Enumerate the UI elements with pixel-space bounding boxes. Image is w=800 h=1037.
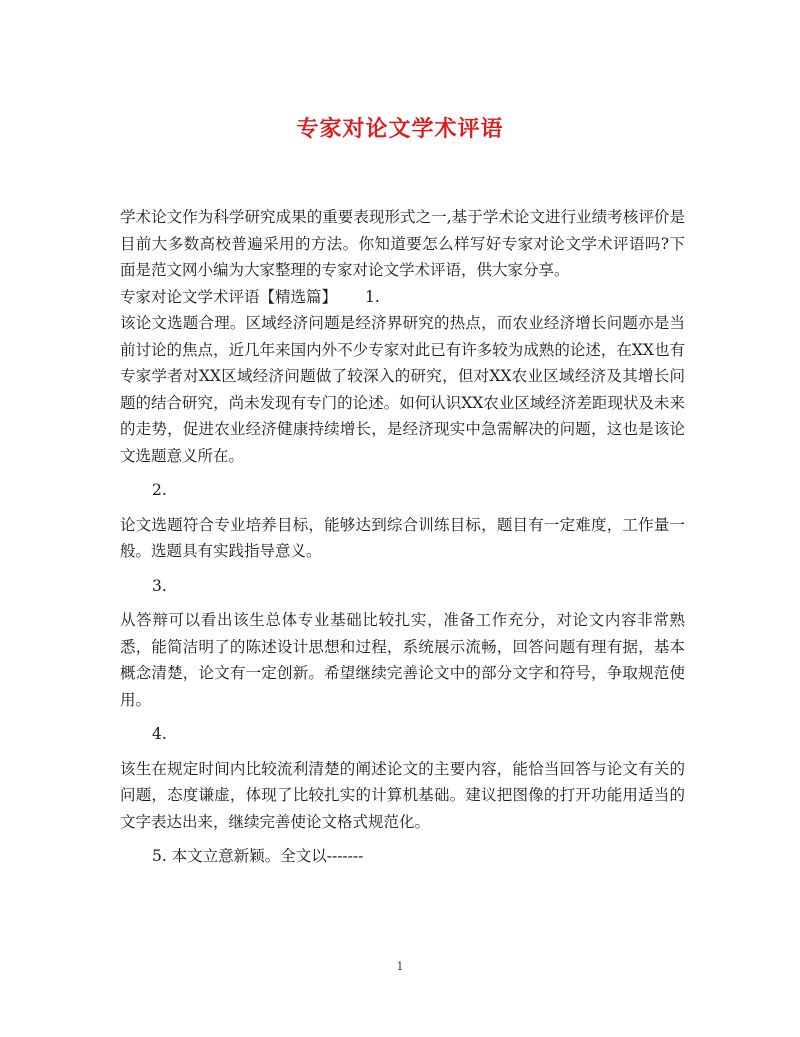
page-number: 1 bbox=[396, 960, 404, 973]
intro-paragraph: 学术论文作为科学研究成果的重要表现形式之一,基于学术论文进行业绩考核评价是目前大多数高校普遍采用的方法。你知道要怎么样写好专家对论文学术评语吗?下面是范文网小编为大家整理的专家对论文学术评语，供大家分享。 bbox=[120, 208, 685, 279]
item-1-text: 该论文选题合理。区域经济问题是经济界研究的热点，而农业经济增长问题亦是当前讨论的焦点，近几年来国内外不少专家对此已有许多较为成熟的论述，在XX也有专家学者对XX区域经济问题做了较深入的研究，但对XX农业区域经济及其增长问题的结合研究，尚未发现有专门的论述。如何认识XX农业区域经济差距现状及未来的走势，促进农业经济健康持续增长，是经济现实中急需解决的问题，这也是该论文选题意义所在。 bbox=[120, 314, 685, 465]
item-5-line: 5. 本文立意新颖。全文以------- bbox=[152, 847, 364, 865]
spacer bbox=[120, 713, 685, 721]
spacer bbox=[120, 599, 685, 607]
section-heading: 专家对论文学术评语【精选篇】 bbox=[120, 287, 338, 306]
spacer bbox=[120, 565, 685, 573]
item-3-text: 从答辩可以看出该生总体专业基础比较扎实，准备工作充分，对论文内容非常熟悉，能简洁明了的陈述设计思想和过程，系统展示流畅，回答问题有理有据，基本概念清楚，论文有一定创新。希望继续完善论文中的部分文字和符号，争取规范使用。 bbox=[120, 611, 685, 709]
item-number-2: 2. bbox=[152, 481, 167, 499]
item-number-4: 4. bbox=[152, 725, 167, 743]
section-heading-line bbox=[120, 284, 685, 311]
spacer bbox=[120, 469, 685, 477]
spacer bbox=[120, 748, 685, 756]
spacer bbox=[120, 504, 685, 512]
item-number-1: 1. bbox=[365, 287, 380, 306]
spacer bbox=[120, 835, 685, 843]
item-number-3: 3. bbox=[152, 576, 167, 595]
document-body bbox=[120, 204, 685, 870]
item-2-text: 论文选题符合专业培养目标，能够达到综合训练目标，题目有一定难度，工作量一般。选题具有实践指导意义。 bbox=[120, 515, 685, 560]
item-4-text: 该生在规定时间内比较流利清楚的阐述论文的主要内容，能恰当回答与论文有关的问题，态度谦虚，体现了比较扎实的计算机基础。建议把图像的打开功能用适当的文字表达出来，继续完善使论文格式规范化。 bbox=[120, 759, 685, 831]
document-title: 专家对论文学术评语 bbox=[296, 116, 504, 142]
